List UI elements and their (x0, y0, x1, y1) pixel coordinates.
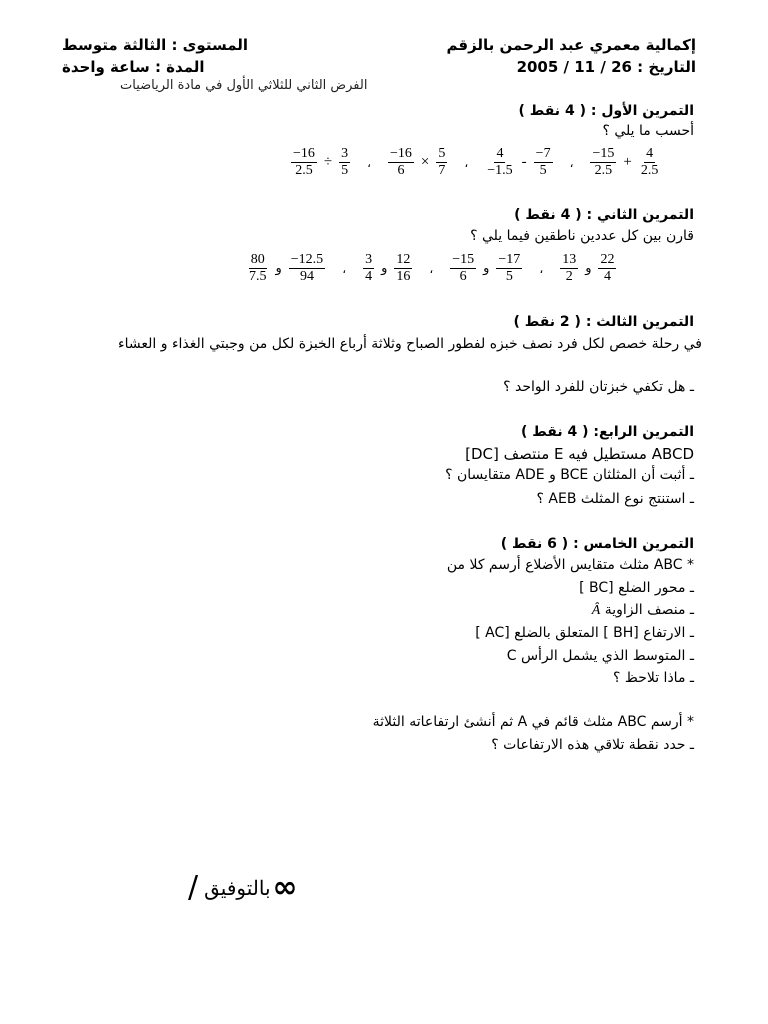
ex1-expressions (288, 146, 663, 179)
ex1-item1-fraction-a: $\frac{4}{2.5}$ (640, 146, 659, 178)
ex2-pair2-b: $\frac{-15}{6}$ (452, 252, 475, 284)
ex5-line5: ـ المتوسط الذي يشمل الرأس C (506, 648, 694, 664)
ex5-title: التمرين الخامس : ( 6 نقط ) (500, 536, 694, 552)
infinity-icon: ∞ (272, 870, 298, 905)
ex3-question: ـ هل تكفي خبزتان للفرد الواحد ؟ (503, 379, 694, 395)
ex4-line2: ـ أثبت أن المثلثان BCE و ADE متقايسان ؟ (445, 467, 694, 483)
ex2-pair1-a: $\frac{22}{4}$ (600, 252, 615, 284)
ex1-item2-operator: - (521, 154, 527, 170)
ex2-pair3-b: $\frac{3}{4}$ (365, 252, 373, 284)
ex2-and: و (275, 261, 282, 276)
exam-duration: المدة : ساعة واحدة (62, 58, 205, 76)
ex3-text: في رحلة خصص لكل فرد نصف خبزه لفطور الصباح وثلاثة أرباع الخبزة لكل من وجبتي الغذاء و العشاء (118, 336, 702, 352)
closing-wish (188, 870, 298, 905)
ex2-title: التمرين الثاني : ( 4 نقط ) (514, 207, 694, 223)
ex1-item3-fraction-b: $\frac{-16}{6}$ (390, 146, 412, 178)
ex5-line2: ـ محور الضلع [BC ] (579, 580, 694, 596)
exam-date: التاريخ : 26 / 11 / 2005 (516, 58, 696, 76)
ex2-and: و (483, 261, 490, 276)
ex2-pair2-a: $\frac{-17}{5}$ (498, 252, 521, 284)
slash-mark: / (188, 870, 199, 905)
ex1-item4-operator: ÷ (323, 154, 333, 170)
school-name: إكمالية معمري عبد الرحمن بالزقم (446, 36, 696, 54)
ex5-line7: * أرسم ABC مثلث قائم في A ثم أنشئ ارتفاعاته الثلاثة (372, 714, 694, 730)
ex4-line3: ـ استنتج نوع المثلث AEB ؟ (536, 491, 694, 507)
separator: ، (464, 155, 469, 170)
separator: ، (569, 155, 574, 170)
separator: ، (429, 261, 434, 276)
ex1-item4-fraction-b: $\frac{-16}{2.5}$ (293, 146, 315, 178)
ex5-line8: ـ حدد نقطة تلاقي هذه الارتفاعات ؟ (491, 737, 694, 753)
class-level: المستوى : الثالثة متوسط (62, 36, 249, 54)
ex1-item4-fraction-a: $\frac{3}{5}$ (341, 146, 349, 178)
separator: ، (367, 155, 372, 170)
separator: ، (539, 261, 544, 276)
exam-subtitle: الفرض الثاني للثلاثي الأول في مادة الرياضيات (120, 78, 368, 93)
ex2-and: و (381, 261, 388, 276)
ex5-line1: * ABC مثلث متقايس الأضلاع أرسم كلا من (446, 557, 694, 573)
ex1-title: التمرين الأول : ( 4 نقط ) (518, 103, 694, 119)
ex2-instruction: قارن بين كل عددين ناطقين فيما يلي ؟ (470, 228, 694, 244)
ex2-and: و (585, 261, 592, 276)
ex5-angle-label: Â (591, 603, 601, 618)
ex5-line3-text: ـ منصف الزاوية (600, 602, 694, 618)
ex1-item1-fraction-b: $\frac{-15}{2.5}$ (592, 146, 615, 178)
ex1-item2-fraction-a: $\frac{-7}{5}$ (535, 146, 551, 178)
ex3-title: التمرين الثالث : ( 2 نقط ) (513, 314, 694, 330)
ex1-instruction: أحسب ما يلي ؟ (602, 123, 694, 139)
ex4-title: التمرين الرابع: ( 4 نقط ) (521, 424, 694, 440)
ex5-line3 (592, 602, 694, 619)
ex1-item3-fraction-a: $\frac{5}{7}$ (438, 146, 446, 178)
ex5-line4: ـ الارتفاع [BH ] المتعلق بالضلع [AC ] (475, 625, 694, 641)
ex1-item1-operator: + (623, 154, 632, 170)
ex2-pair4-a: $\frac{-12.5}{94}$ (290, 252, 324, 284)
closing-text: بالتوفيق (204, 875, 271, 900)
separator: ، (342, 261, 347, 276)
ex2-pair1-b: $\frac{13}{2}$ (562, 252, 577, 284)
ex2-pair3-a: $\frac{12}{16}$ (396, 252, 411, 284)
ex5-line6: ـ ماذا تلاحظ ؟ (613, 670, 694, 686)
ex4-line1: ABCD مستطيل فيه E منتصف [DC] (465, 445, 694, 463)
ex1-item3-operator: × (420, 154, 430, 170)
ex1-item2-fraction-b: $\frac{4}{-1.5}$ (487, 146, 513, 178)
ex2-pairs (244, 252, 619, 285)
ex2-pair4-b: $\frac{80}{7.5}$ (249, 252, 267, 284)
